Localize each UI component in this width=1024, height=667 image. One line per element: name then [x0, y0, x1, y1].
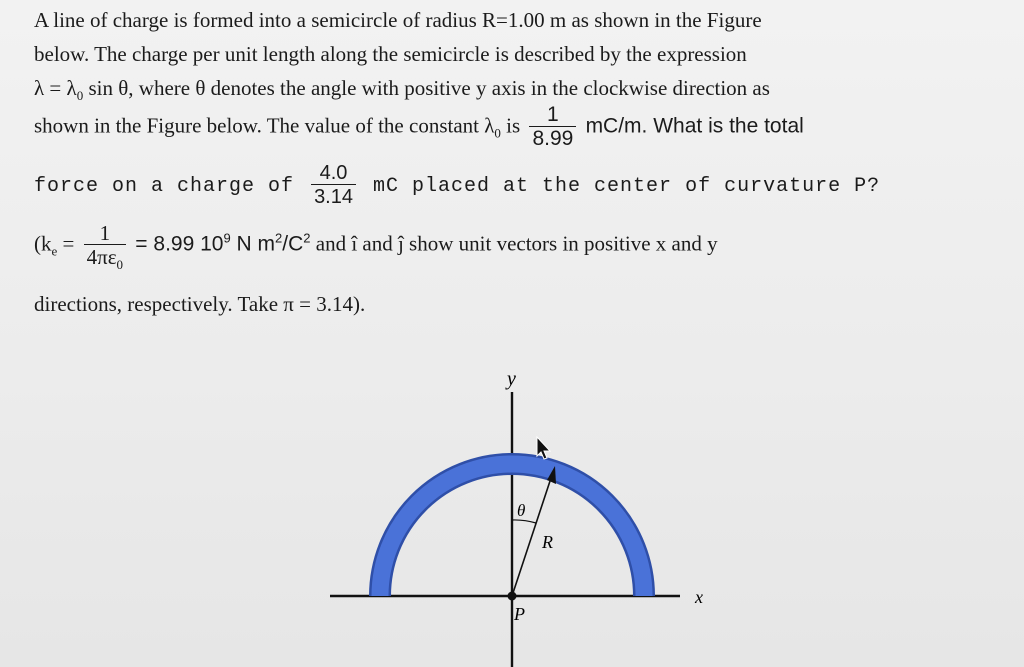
ke-subscript: e	[51, 243, 58, 259]
exponent-9: 9	[223, 230, 231, 246]
units-per-c: /C	[282, 232, 304, 256]
ke-value: = 8.99 10	[135, 232, 224, 256]
exponent-2b: 2	[303, 230, 311, 246]
x-axis-label: x	[695, 587, 703, 607]
lambda0-subscript: 0	[494, 125, 501, 141]
fraction-numerator: 4.0	[319, 162, 348, 184]
theta-label: θ	[517, 501, 526, 520]
units-text: mC/m. What is the total	[585, 114, 804, 138]
center-label-p: P	[514, 604, 525, 624]
line-3-text: sin θ, where θ denotes the angle with positive y axis in the clockwise direction as	[83, 76, 770, 100]
equals-sign: =	[57, 231, 75, 256]
lambda-symbol: λ = λ	[34, 76, 77, 100]
epsilon-subscript: 0	[116, 257, 124, 273]
line-4-text: shown in the Figure below. The value of the constant λ	[34, 113, 495, 138]
problem-line-2: below. The charge per unit length along the semicircle is described by the expression	[34, 42, 747, 66]
is-text: is	[500, 113, 521, 138]
angle-arc	[512, 520, 536, 523]
y-axis-label: y	[507, 368, 516, 390]
fraction-denominator: 8.99	[529, 126, 576, 151]
fraction-denominator: 3.14	[311, 184, 356, 209]
line-6-text: and î and ĵ show unit vectors in positive x and y	[310, 231, 718, 256]
fraction-numerator: 1	[547, 103, 559, 126]
center-point-p	[508, 592, 517, 601]
ke-symbol: (k	[34, 231, 52, 256]
units-n-m: N m	[230, 232, 276, 256]
lambda-subscript: 0	[76, 88, 84, 104]
fraction-numerator: 1	[99, 221, 111, 245]
denominator-text: 4πε	[86, 245, 117, 269]
line-5-end-text: mC placed at the center of curvature P?	[373, 174, 881, 198]
radius-label: R	[542, 532, 553, 552]
exponent-2: 2	[275, 230, 283, 246]
problem-line-7: directions, respectively. Take π = 3.14).	[34, 292, 366, 316]
line-5-text: force on a charge of	[34, 174, 295, 198]
problem-line-1: A line of charge is formed into a semicircle of radius R=1.00 m as shown in the Figure	[34, 8, 762, 32]
